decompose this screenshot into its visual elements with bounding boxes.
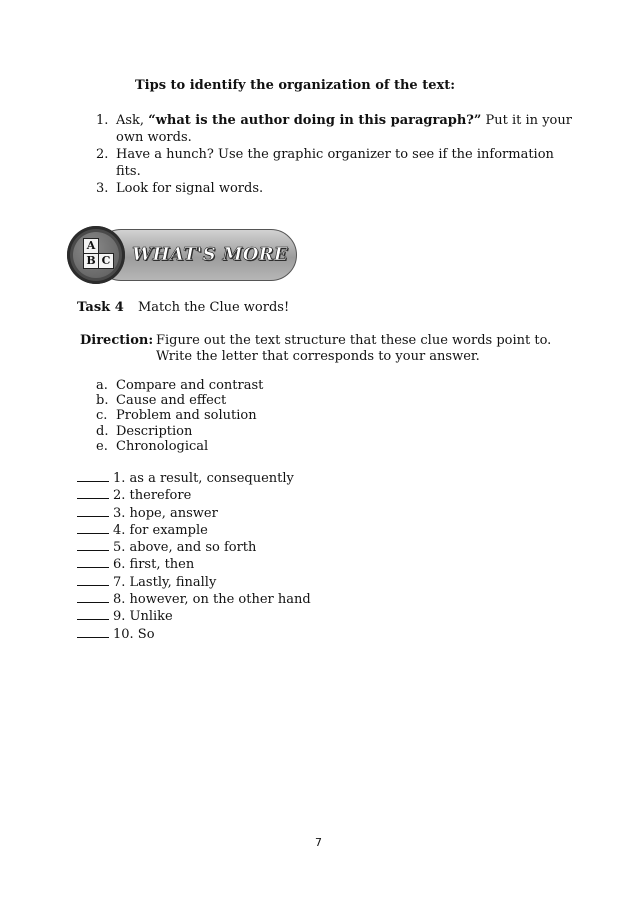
whats-more-banner [67, 226, 299, 284]
tips-item-number: 2. [96, 147, 109, 162]
clue-text: 5. above, and so forth [113, 540, 257, 556]
direction-line2: Write the letter that corresponds to your answer. [156, 349, 480, 364]
answer-blank[interactable] [77, 608, 109, 620]
answer-blank[interactable] [77, 556, 109, 568]
clue-text: 6. first, then [113, 557, 195, 573]
clue-text: 7. Lastly, finally [113, 574, 217, 590]
answer-blank[interactable] [77, 487, 109, 499]
tips-item-line1: Look for signal words. [116, 181, 264, 196]
option-letter: e. [96, 438, 108, 454]
tips-item-line2: own words. [116, 130, 192, 145]
tips-item-1 [96, 112, 572, 146]
option-letter: b. [96, 393, 109, 409]
clue-item [77, 539, 311, 556]
answer-blank[interactable] [77, 626, 109, 638]
tips-list [96, 112, 572, 197]
direction-line1: Figure out the text structure that these clue words point to. [156, 333, 552, 348]
option-item [96, 378, 263, 393]
task-text: Match the Clue words! [138, 300, 290, 315]
answer-blank[interactable] [77, 574, 109, 586]
answer-blank[interactable] [77, 591, 109, 603]
option-text: Problem and solution [116, 408, 257, 424]
tips-item-2 [96, 146, 572, 180]
tips-item-3 [96, 180, 572, 197]
answer-blank[interactable] [77, 522, 109, 534]
options-list [96, 378, 263, 454]
option-item [96, 408, 263, 423]
tips-title: Tips to identify the organization of the text: [135, 78, 456, 93]
abc-block-c-icon: C [98, 253, 114, 269]
clue-item [77, 591, 311, 608]
tips-item-bold-question: “what is the author doing in this paragraph?” [148, 113, 482, 128]
abc-block-a-icon: A [83, 238, 99, 254]
tips-item-line2: fits. [116, 164, 141, 179]
option-item [96, 393, 263, 408]
clue-text: 2. therefore [113, 488, 192, 504]
option-item [96, 424, 263, 439]
clue-text: 9. Unlike [113, 609, 173, 625]
clue-item [77, 487, 311, 504]
answer-blank[interactable] [77, 470, 109, 482]
banner-title: WHAT'S MORE [132, 244, 288, 265]
page-number: 7 [315, 836, 322, 849]
answer-blank[interactable] [77, 539, 109, 551]
clue-text: 4. for example [113, 522, 208, 538]
task-label: Task 4 [77, 300, 124, 315]
clue-item [77, 470, 311, 487]
option-item [96, 439, 263, 454]
clue-text: 10. So [113, 626, 155, 642]
direction-text [156, 333, 551, 365]
option-letter: d. [96, 423, 109, 439]
clue-item [77, 608, 311, 625]
option-text: Description [116, 423, 193, 439]
clue-text: 3. hope, answer [113, 505, 218, 521]
clue-text: 8. however, on the other hand [113, 592, 311, 608]
banner-circle [67, 226, 125, 284]
tips-item-number: 3. [96, 181, 109, 196]
tips-item-prefix: Ask, [116, 113, 149, 128]
option-text: Chronological [116, 438, 209, 454]
clue-item [77, 556, 311, 573]
clue-item [77, 626, 311, 643]
tips-item-suffix: Put it in your [481, 113, 572, 128]
abc-block-b-icon: B [83, 253, 99, 269]
clue-text: 1. as a result, consequently [113, 471, 294, 486]
clue-item [77, 574, 311, 591]
option-text: Compare and contrast [116, 378, 264, 393]
tips-item-number: 1. [96, 113, 109, 128]
option-letter: a. [96, 378, 108, 393]
clue-item [77, 522, 311, 539]
answer-blank[interactable] [77, 505, 109, 517]
clue-item [77, 505, 311, 522]
tips-item-line1: Have a hunch? Use the graphic organizer to see if the information [116, 147, 554, 162]
clues-list [77, 470, 311, 643]
option-letter: c. [96, 408, 108, 424]
option-text: Cause and effect [116, 393, 227, 409]
direction-label: Direction: [80, 333, 154, 348]
